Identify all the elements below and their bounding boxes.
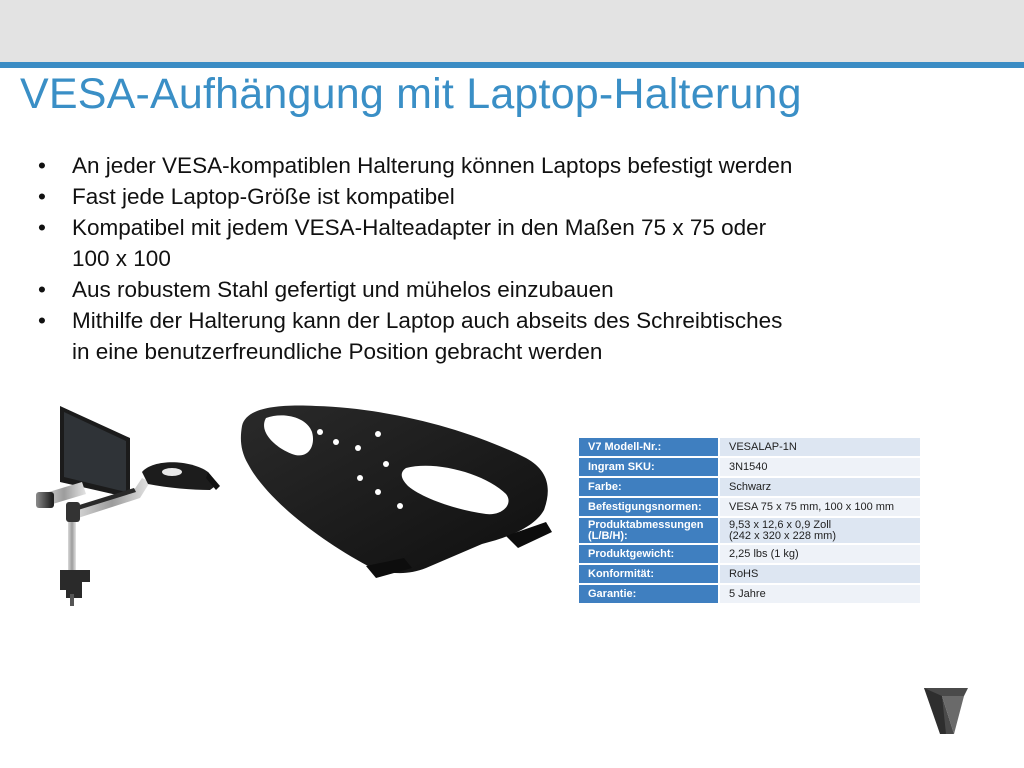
bullet-item bbox=[34, 305, 914, 367]
spec-value: 5 Jahre bbox=[720, 585, 920, 603]
bullet-item bbox=[34, 212, 914, 274]
spec-key: Befestigungsnormen: bbox=[579, 498, 720, 516]
laptop-tray-image bbox=[236, 398, 556, 608]
spec-value: Schwarz bbox=[720, 478, 920, 496]
spec-value: VESA 75 x 75 mm, 100 x 100 mm bbox=[720, 498, 920, 516]
bullet-marker: • bbox=[38, 215, 46, 240]
spec-row bbox=[579, 438, 920, 456]
slide-title: VESA-Aufhängung mit Laptop-Halterung bbox=[20, 70, 802, 118]
spec-key: Garantie: bbox=[579, 585, 720, 603]
specifications-table bbox=[579, 436, 920, 605]
bullet-marker: • bbox=[38, 308, 46, 333]
bullet-marker: • bbox=[38, 153, 46, 178]
bullet-text-continuation: 100 x 100 bbox=[72, 246, 171, 271]
bullet-item bbox=[34, 181, 914, 212]
bullet-text-continuation: in eine benutzerfreundliche Position gebracht werden bbox=[72, 339, 603, 364]
spec-value-line: 9,53 x 12,6 x 0,9 Zoll bbox=[729, 518, 832, 531]
bullet-text: Kompatibel mit jedem VESA-Halteadapter in den Maßen 75 x 75 oder bbox=[72, 215, 767, 240]
monitor-arm-image bbox=[22, 398, 222, 608]
bullet-text: Aus robustem Stahl gefertigt und mühelos einzubauen bbox=[72, 277, 614, 302]
spec-key: Ingram SKU: bbox=[579, 458, 720, 476]
spec-key-line: Produktabmessungen bbox=[588, 518, 704, 531]
bullet-text: Mithilfe der Halterung kann der Laptop auch abseits des Schreibtisches bbox=[72, 308, 783, 333]
bullet-text: Fast jede Laptop-Größe ist kompatibel bbox=[72, 184, 455, 209]
spec-value-line: (242 x 320 x 228 mm) bbox=[729, 529, 836, 542]
feature-bullet-list bbox=[34, 150, 914, 367]
bullet-item bbox=[34, 274, 914, 305]
spec-row bbox=[579, 518, 920, 543]
spec-key: Konformität: bbox=[579, 565, 720, 583]
header-accent-rule bbox=[0, 62, 1024, 68]
spec-key bbox=[579, 518, 720, 543]
spec-key: Farbe: bbox=[579, 478, 720, 496]
spec-row bbox=[579, 478, 920, 496]
spec-key: V7 Modell-Nr.: bbox=[579, 438, 720, 456]
spec-value: 3N1540 bbox=[720, 458, 920, 476]
spec-value: VESALAP-1N bbox=[720, 438, 920, 456]
bullet-item bbox=[34, 150, 914, 181]
header-band bbox=[0, 0, 1024, 62]
bullet-marker: • bbox=[38, 184, 46, 209]
spec-key-line: (L/B/H): bbox=[588, 529, 628, 542]
v7-logo-icon bbox=[924, 688, 968, 734]
spec-value: 2,25 lbs (1 kg) bbox=[720, 545, 920, 563]
spec-row bbox=[579, 565, 920, 583]
spec-value bbox=[720, 518, 920, 543]
spec-row bbox=[579, 458, 920, 476]
spec-value: RoHS bbox=[720, 565, 920, 583]
bullet-text: An jeder VESA-kompatiblen Halterung können Laptops befestigt werden bbox=[72, 153, 793, 178]
spec-key: Produktgewicht: bbox=[579, 545, 720, 563]
spec-row bbox=[579, 545, 920, 563]
spec-row bbox=[579, 498, 920, 516]
spec-row bbox=[579, 585, 920, 603]
bullet-marker: • bbox=[38, 277, 46, 302]
